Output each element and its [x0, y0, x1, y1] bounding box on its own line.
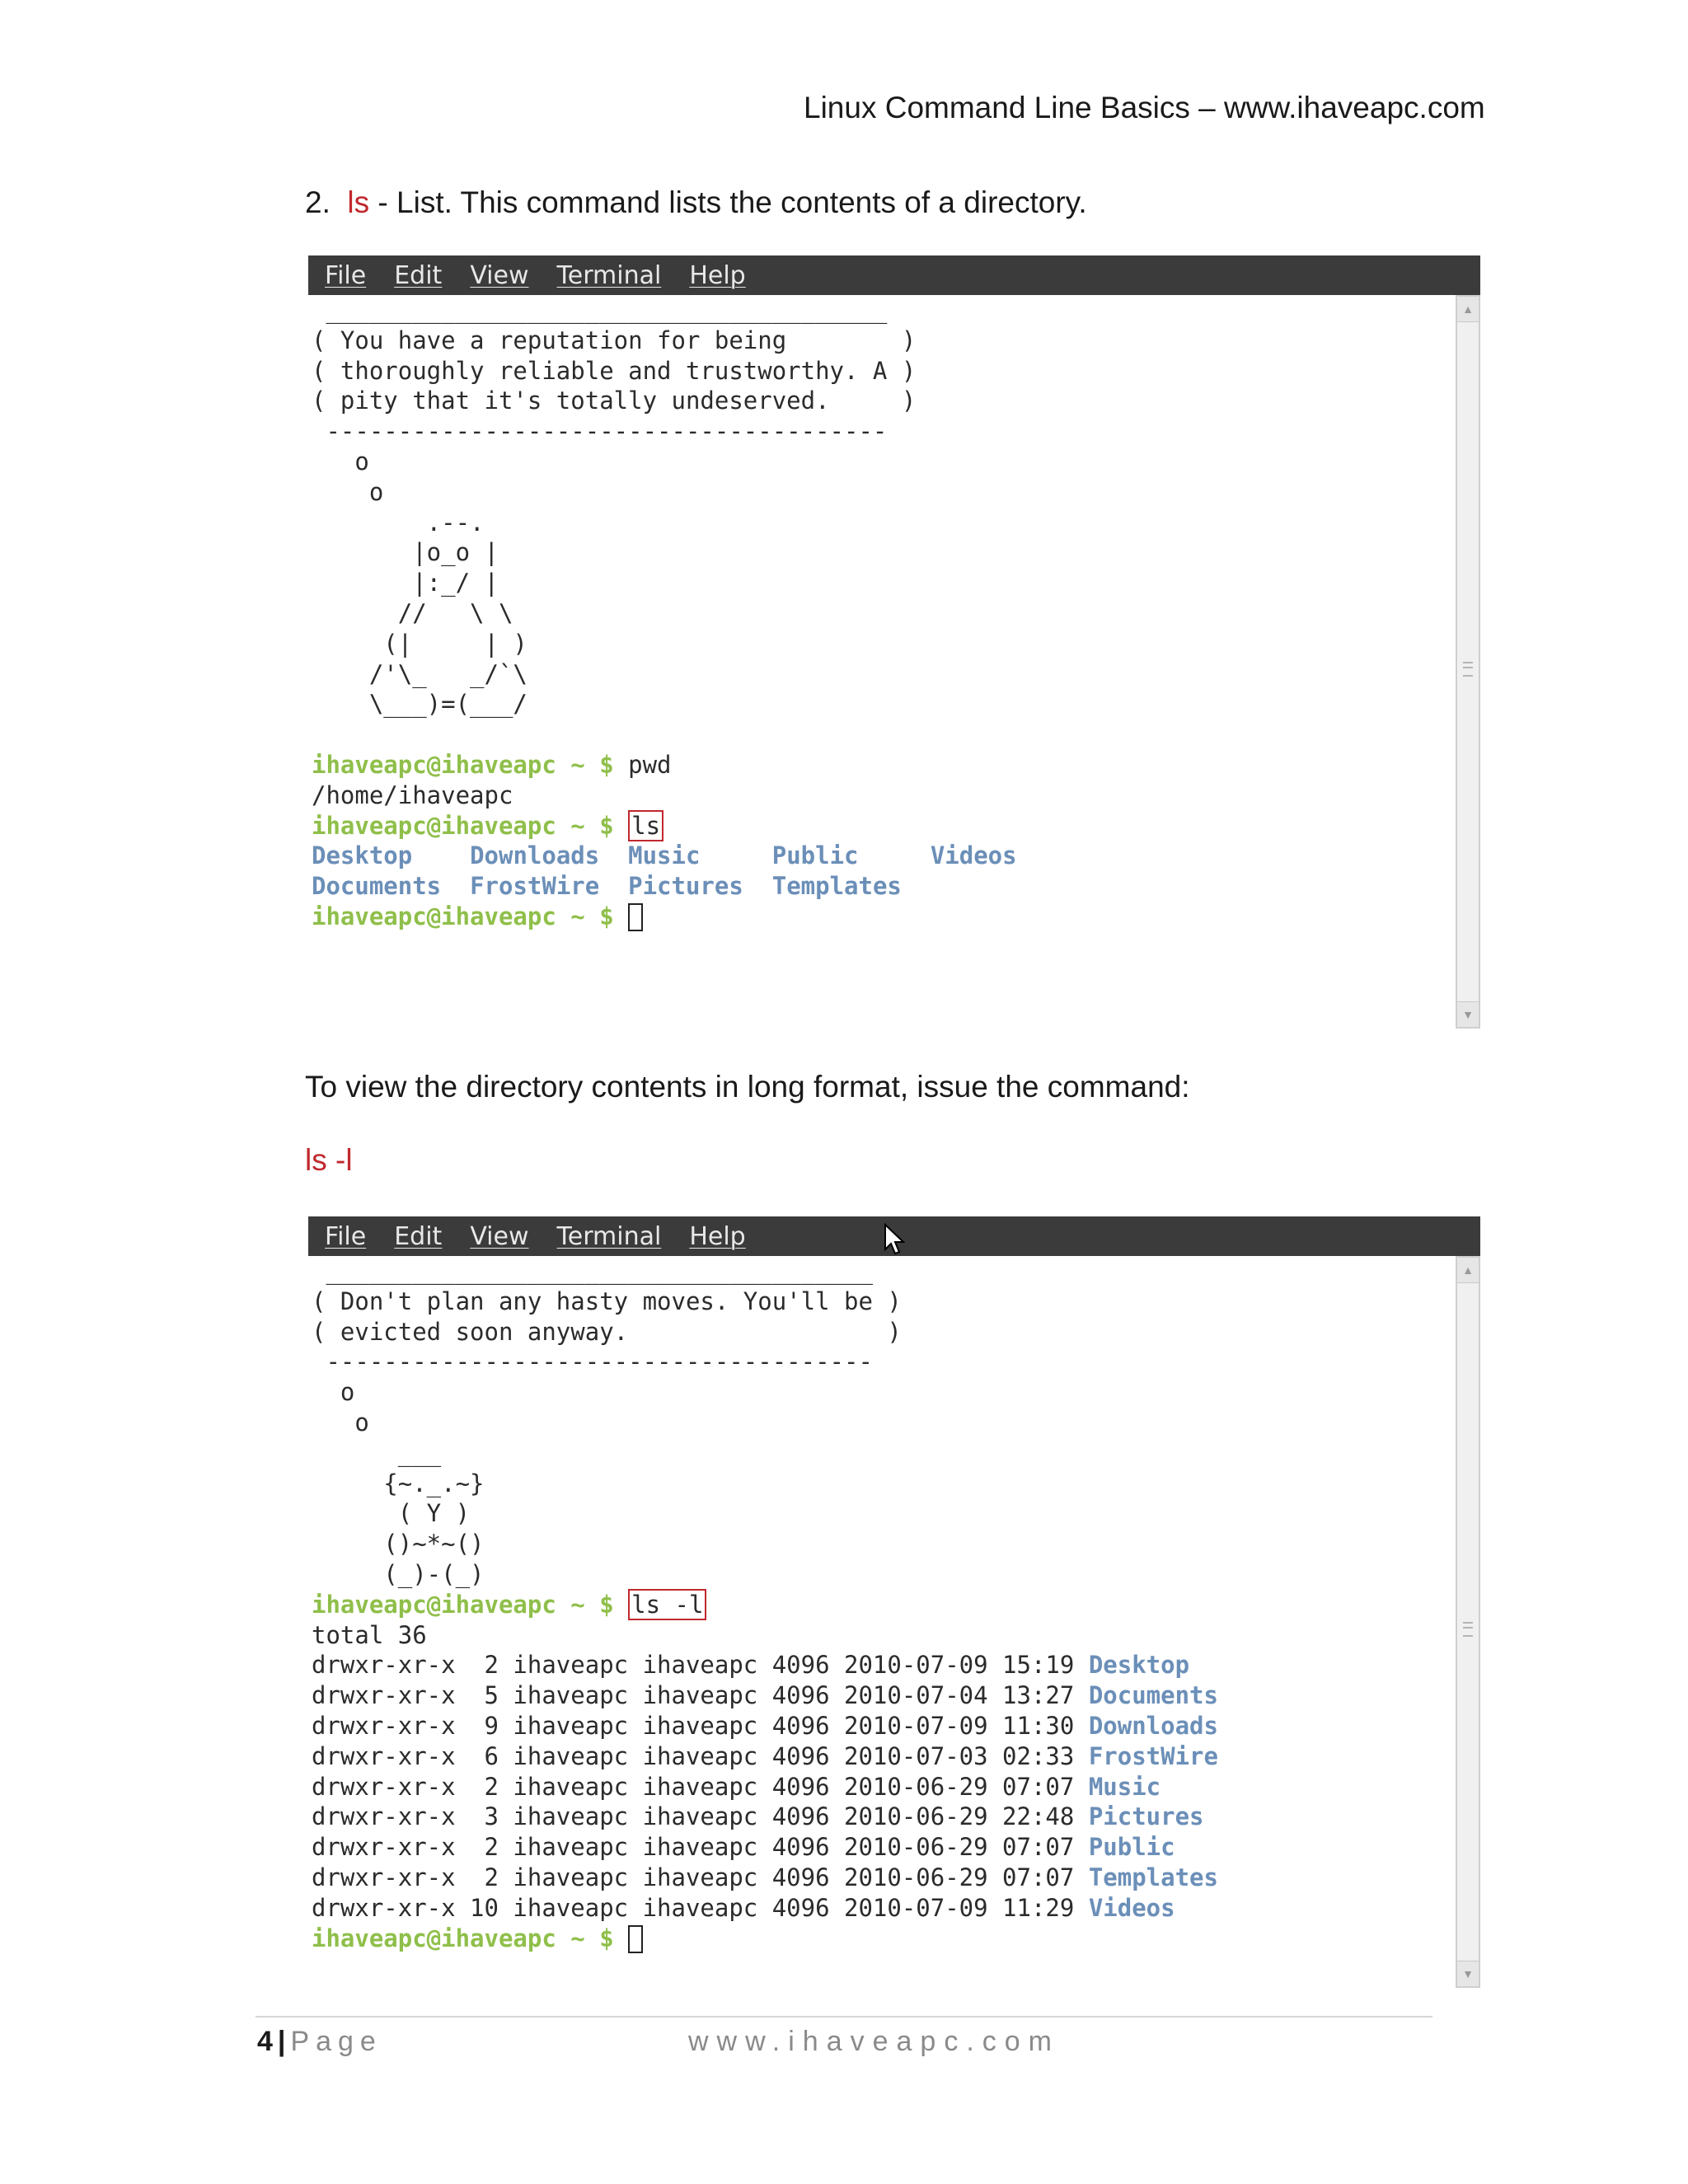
page-separator: |	[277, 2026, 286, 2057]
terminal-window-ls-l[interactable]	[308, 1216, 1480, 1988]
fortune-line: ( Don't plan any hasty moves. You'll be )	[312, 1286, 902, 1315]
terminal-scrollbar[interactable]	[1456, 1256, 1480, 1988]
fortune-cowsay	[312, 295, 1452, 750]
fortune-line: (_)-(_)	[312, 1559, 485, 1588]
scroll-down-arrow-icon[interactable]: ▼	[1457, 1001, 1479, 1027]
step-description: - List. This command lists the contents of a directory.	[369, 185, 1087, 219]
terminal-output[interactable]	[308, 1256, 1452, 1988]
terminal-menubar	[308, 255, 1480, 295]
menu-edit[interactable]: Edit	[394, 1221, 443, 1251]
fortune-line: ___	[312, 1438, 442, 1467]
scroll-grip-icon[interactable]	[1463, 662, 1473, 677]
scroll-up-arrow-icon[interactable]: ▲	[1457, 1258, 1479, 1283]
fortune-line: ( Y )	[312, 1499, 471, 1528]
menu-view[interactable]: View	[470, 1221, 529, 1251]
directory-entry: Documents	[312, 872, 442, 901]
listing-row	[312, 1802, 1452, 1832]
listing-row	[312, 1711, 1452, 1741]
listing-row	[312, 1650, 1452, 1680]
step-number: 2.	[305, 185, 331, 219]
directory-entry: Public	[1088, 1833, 1175, 1862]
page-header: Linux Command Line Basics – www.ihaveapc.com	[804, 91, 1485, 124]
menu-terminal[interactable]: Terminal	[556, 1221, 662, 1251]
fortune-line: (| | )	[312, 629, 528, 658]
text-cursor	[628, 903, 643, 931]
page-number: 4	[257, 2026, 273, 2057]
directory-entry: Templates	[1088, 1863, 1218, 1891]
shell-prompt: ihaveapc@ihaveapc ~ $	[312, 902, 614, 930]
menu-help[interactable]: Help	[689, 1221, 746, 1251]
fortune-line: o	[312, 1408, 369, 1436]
mouse-pointer-icon	[884, 1223, 905, 1256]
ls-row	[312, 841, 1452, 871]
footer-page-indicator	[257, 2026, 382, 2058]
listing-row	[312, 1772, 1452, 1802]
ls-row	[312, 871, 1452, 902]
fortune-line: // \ \	[312, 598, 513, 627]
shell-prompt: ihaveapc@ihaveapc ~ $	[312, 811, 614, 840]
menu-file[interactable]: File	[325, 260, 367, 290]
fortune-line: .--.	[312, 508, 485, 537]
listing-meta: drwxr-xr-x 2 ihaveapc ihaveapc 4096 2010-06-29 07:07	[312, 1863, 1089, 1891]
terminal-line-ls	[312, 811, 1452, 841]
directory-entry: Desktop	[1088, 1651, 1190, 1680]
directory-entry: Music	[1088, 1772, 1161, 1801]
listing-meta: drwxr-xr-x 2 ihaveapc ihaveapc 4096 2010-07-09 15:19	[312, 1651, 1089, 1680]
listing-meta: drwxr-xr-x 6 ihaveapc ihaveapc 4096 2010-07-03 02:33	[312, 1741, 1089, 1770]
listing-row	[312, 1741, 1452, 1772]
fortune-line: |o_o |	[312, 538, 499, 567]
ls-total: total 36	[312, 1620, 427, 1649]
footer-url: www.ihaveapc.com	[688, 2026, 1061, 2057]
fortune-line: |:_/ |	[312, 569, 499, 598]
ls-output	[312, 841, 1452, 902]
directory-entry: Templates	[771, 872, 902, 901]
fortune-line: o	[312, 447, 369, 476]
terminal-line-idle	[312, 1924, 1452, 1954]
fortune-line: ( You have a reputation for being )	[312, 326, 917, 354]
listing-row	[312, 1832, 1452, 1863]
menu-terminal[interactable]: Terminal	[556, 260, 662, 290]
fortune-line: ______________________________________	[312, 1257, 873, 1285]
directory-entry: Downloads	[470, 841, 600, 870]
shell-prompt: ihaveapc@ihaveapc ~ $	[312, 1924, 614, 1952]
directory-entry: Videos	[930, 841, 1017, 870]
command-example: ls -l	[305, 1143, 353, 1177]
fortune-cowsay	[312, 1256, 1452, 1590]
fortune-line: --------------------------------------	[312, 1347, 873, 1376]
listing-meta: drwxr-xr-x 3 ihaveapc ihaveapc 4096 2010-06-29 22:48	[312, 1802, 1089, 1831]
directory-entry: Pictures	[628, 872, 743, 901]
fortune-line: ( pity that it's totally undeserved. )	[312, 387, 917, 415]
footer-divider	[256, 2016, 1432, 2018]
scroll-grip-icon[interactable]	[1463, 1622, 1473, 1637]
fortune-line: {~._.~}	[312, 1469, 485, 1497]
text-cursor	[628, 1925, 643, 1953]
scroll-down-arrow-icon[interactable]: ▼	[1457, 1961, 1479, 1986]
directory-entry: Desktop	[312, 841, 413, 870]
fortune-line: \___)=(___/	[312, 690, 528, 719]
terminal-window-ls[interactable]	[308, 255, 1480, 1029]
directory-entry: Pictures	[1088, 1802, 1204, 1831]
instruction-paragraph: To view the directory contents in long format, issue the command:	[305, 1070, 1190, 1104]
fortune-line: ( thoroughly reliable and trustworthy. A )	[312, 356, 917, 385]
listing-row	[312, 1893, 1452, 1924]
listing-row	[312, 1680, 1452, 1711]
listing-meta: drwxr-xr-x 10 ihaveapc ihaveapc 4096 2010-07-09 11:29	[312, 1893, 1089, 1922]
fortune-line: o	[312, 1378, 355, 1407]
menu-file[interactable]: File	[325, 1221, 367, 1251]
directory-entry: Videos	[1088, 1893, 1175, 1922]
listing-row	[312, 1863, 1452, 1893]
step-heading	[305, 185, 1087, 220]
listing-meta: drwxr-xr-x 5 ihaveapc ihaveapc 4096 2010-07-04 13:27	[312, 1681, 1089, 1710]
fortune-line	[312, 719, 1452, 750]
menu-view[interactable]: View	[470, 260, 529, 290]
fortune-line: _______________________________________	[312, 296, 888, 324]
directory-entry: Music	[628, 841, 701, 870]
directory-entry: FrostWire	[470, 872, 600, 901]
listing-meta: drwxr-xr-x 2 ihaveapc ihaveapc 4096 2010-06-29 07:07	[312, 1772, 1089, 1801]
directory-entry: Public	[771, 841, 859, 870]
menu-edit[interactable]: Edit	[394, 260, 443, 290]
scroll-up-arrow-icon[interactable]: ▲	[1457, 297, 1479, 322]
shell-prompt: ihaveapc@ihaveapc ~ $	[312, 750, 614, 779]
menu-help[interactable]: Help	[689, 260, 746, 290]
terminal-line-pwd	[312, 750, 1452, 780]
pwd-output: /home/ihaveapc	[312, 780, 513, 809]
page-label: Page	[290, 2026, 382, 2057]
step-command: ls	[347, 185, 370, 219]
fortune-line: o	[312, 477, 384, 506]
terminal-line-ls-l	[312, 1590, 1452, 1620]
command-text: pwd	[613, 750, 672, 779]
fortune-line: ()~*~()	[312, 1530, 485, 1558]
shell-prompt: ihaveapc@ihaveapc ~ $	[312, 1590, 614, 1619]
fortune-line: ( evicted soon anyway. )	[312, 1317, 902, 1346]
highlighted-command: ls	[628, 810, 663, 841]
terminal-scrollbar[interactable]	[1456, 295, 1480, 1029]
listing-meta: drwxr-xr-x 2 ihaveapc ihaveapc 4096 2010-06-29 07:07	[312, 1833, 1089, 1862]
listing-meta: drwxr-xr-x 9 ihaveapc ihaveapc 4096 2010-07-09 11:30	[312, 1711, 1089, 1740]
directory-entry: FrostWire	[1088, 1741, 1218, 1770]
terminal-output[interactable]	[308, 295, 1452, 1029]
terminal-line-idle	[312, 902, 1452, 932]
directory-entry: Documents	[1088, 1681, 1218, 1710]
ls-long-listing	[312, 1650, 1452, 1923]
fortune-line: ---------------------------------------	[312, 417, 888, 446]
directory-entry: Downloads	[1088, 1711, 1218, 1740]
highlighted-command: ls -l	[628, 1589, 706, 1620]
fortune-line: /'\_ _/`\	[312, 659, 528, 688]
